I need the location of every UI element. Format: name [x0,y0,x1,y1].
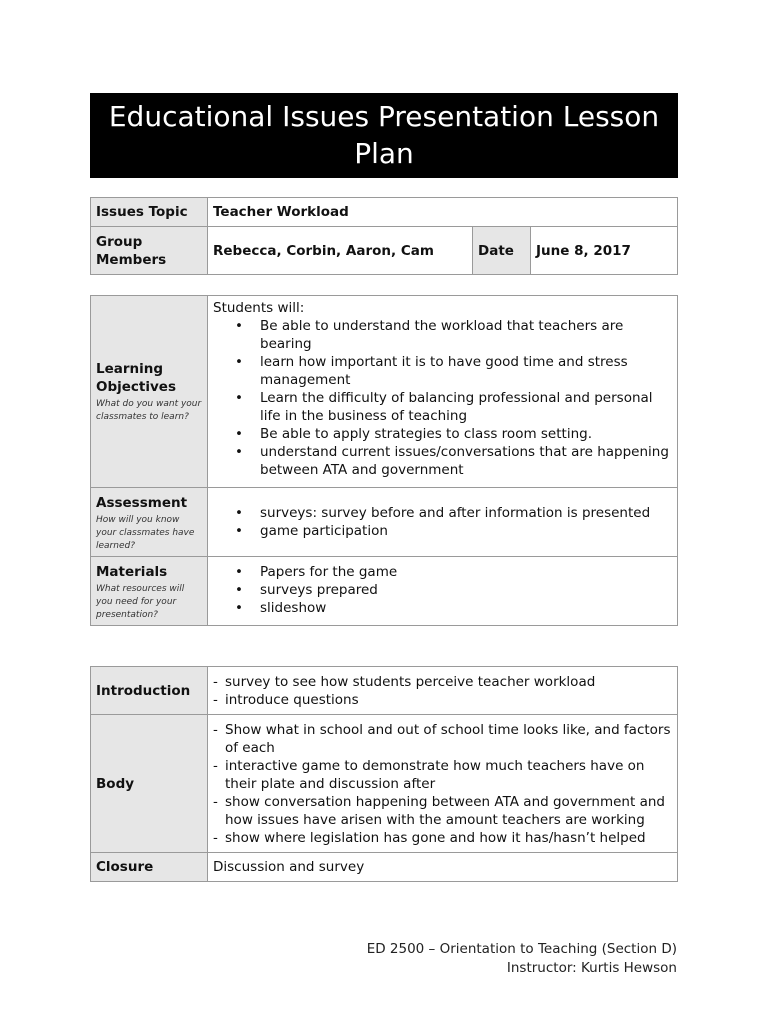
learning-objectives-list [235,317,672,479]
materials-row [91,557,678,626]
learning-objectives-row [91,296,678,488]
learning-objectives-intro: Students will: [213,300,305,316]
list-item: • Papers for the game [235,563,672,581]
footer [367,940,677,978]
course-line: ED 2500 – Orientation to Teaching (Section D) [366,941,677,957]
learning-objectives-prompt: What do you want your classmates to learn? [96,398,202,422]
list-item: - interactive game to demonstrate how much teachers have on their plate and discussion after [213,757,672,793]
assessment-label-cell [91,488,208,557]
body-list [213,721,672,847]
list-item: • surveys prepared [235,581,672,599]
list-item: • game participation [235,522,672,540]
group-members-row [91,227,678,275]
list-item: • Be able to understand the workload that teachers are bearing [235,317,672,353]
issues-topic-row [91,198,678,227]
list-item: • Learn the difficulty of balancing professional and personal life in the business of teaching [235,389,672,425]
list-item: - survey to see how students perceive teacher workload [213,673,672,691]
closure-value: Discussion and survey [208,853,678,882]
list-item: - show conversation happening between ATA and government and how issues have arisen with the amount teachers are working [213,793,672,829]
list-item: • learn how important it is to have good time and stress management [235,353,672,389]
assessment-content [208,488,678,557]
body-row [91,715,678,853]
introduction-row [91,667,678,715]
assessment-label: Assessment [96,495,188,511]
learning-objectives-label-cell [91,296,208,488]
materials-label: Materials [96,564,168,580]
materials-list [235,563,672,617]
body-label: Body [91,715,208,853]
materials-content [208,557,678,626]
list-item: - introduce questions [213,691,672,709]
group-members-value: Rebecca, Corbin, Aaron, Cam [208,227,473,275]
lesson-table [90,666,678,882]
group-members-label: Group Members [91,227,208,275]
introduction-list [213,673,672,709]
assessment-list [235,504,672,540]
header-info-table [90,197,678,275]
materials-label-cell [91,557,208,626]
instructor-line: Instructor: Kurtis Hewson [506,960,677,976]
materials-prompt: What resources will you need for your presentation? [96,584,185,620]
list-item: • understand current issues/conversations that are happening between ATA and government [235,443,672,479]
body-content [208,715,678,853]
date-value: June 8, 2017 [531,227,678,275]
date-label: Date [473,227,531,275]
issues-topic-label: Issues Topic [91,198,208,227]
introduction-label: Introduction [91,667,208,715]
learning-objectives-content [208,296,678,488]
planning-table [90,295,678,626]
closure-label: Closure [91,853,208,882]
list-item: - show where legislation has gone and how it has/hasn’t helped [213,829,672,847]
list-item: • slideshow [235,599,672,617]
list-item: • Be able to apply strategies to class room setting. [235,425,672,443]
assessment-row [91,488,678,557]
closure-row [91,853,678,882]
list-item: • surveys: survey before and after information is presented [235,504,672,522]
issues-topic-value: Teacher Workload [208,198,678,227]
assessment-prompt: How will you know your classmates have learned? [96,515,195,551]
learning-objectives-label: Learning Objectives [96,360,176,395]
introduction-content [208,667,678,715]
list-item: - Show what in school and out of school time looks like, and factors of each [213,721,672,757]
page-title: Educational Issues Presentation Lesson Plan [90,93,678,178]
